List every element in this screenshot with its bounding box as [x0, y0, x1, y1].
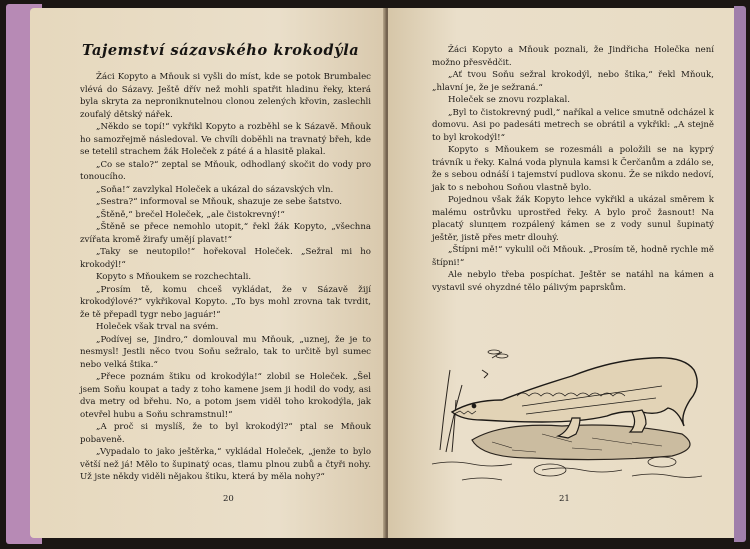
paragraph: „A proč si myslíš, že to byl krokodýl?“ ptal se Mňouk pobaveně. [80, 422, 371, 445]
paragraph: Holeček se znovu rozplakal. [448, 95, 570, 105]
left-page [30, 8, 385, 538]
chapter-title: Tajemství sázavského krokodýla [82, 42, 360, 59]
paragraph: „Sestra?“ informoval se Mňouk, shazuje ze sebe šatstvo. [96, 197, 342, 207]
paragraph: „Prosím tě, komu chceš vykládat, že v Sázavě žijí krokodýlové?“ vykřikoval Kopyto. „To bys mohl zrovna tak tvrdit, že tě přepadl tygr nebo jaguár!“ [80, 284, 371, 320]
paragraph: „Přece poznám štiku od krokodýla!“ zlobil se Holeček. „Šel jsem Soňu koupat a tady z toho kamene jsem ji hodil do vody, asi dva metry od břehu. No, a potom jsem viděl toho krokodýla, jak otevřel hubu a Soňu schramstnul!“ [80, 372, 371, 420]
crocodile-icon [452, 358, 697, 426]
right-page [388, 8, 734, 538]
paragraph: „Ať tvou Soňu sežral krokodýl, nebo štika,“ řekl Mňouk, „hlavní je, že je sežraná.“ [432, 70, 714, 93]
dragonfly-icon [488, 350, 508, 358]
left-page-text [80, 71, 371, 484]
paragraph: „Štěně se přece nemohlo utopit,“ řekl žák Kopyto, „všechna zvířata kromě žirafy umějí plavat!“ [80, 222, 371, 245]
paragraph: Kopyto s Mňoukem se rozesmáli a položili se na kyprý trávník u řeky. Kalná voda plynula kamsi k Čerčanům a zdálo se, že s sebou odnáší i tajemství pudlova skonu. Že se nikdo nedoví, jak to s nebohou Soňou vlastně bylo. [432, 145, 714, 193]
paragraph: „Vypadalo to jako ještěrka,“ vykládal Holeček, „jenže to bylo větší než já! Mělo to šupinatý ocas, tlamu plnou zubů a čtyři nohy. Už jste někdy viděli nějakou štiku, která by měla nohy?“ [80, 447, 371, 482]
paragraph: Pojednou však žák Kopyto lehce vykřikl a ukázal směrem k malému ostrůvku uprostřed řeky. A bylo proč žasnout! Na placatý slunцem rozpálený kámen se z vody sunul šupinatý ještěr, jistě přes metr dlouhý. [432, 195, 714, 243]
crocodile-illustration [422, 330, 712, 488]
page-number: 20 [223, 494, 234, 504]
paragraph: „Byl to čistokrevný pudl,“ naříkal a velice smutně odcházel k domovu. Asi po padesáti metrech se obrátil a vykřikl: „A stejně to byl krokodýl!“ [432, 107, 714, 143]
page-number: 21 [559, 494, 570, 504]
paragraph: Kopyto s Mňoukem se rozchechtali. [96, 272, 252, 282]
paragraph: „Taky se neutopilo!“ hořekoval Holeček. „Sežral mi ho krokodýl!“ [80, 247, 371, 270]
paragraph: „Podívej se, Jindro,“ domlouval mu Mňouk, „uznej, že je to nesmysl! Jestli něco tvou Soňu sežralo, tak to určitě byl sumec nebo velká štika.“ [80, 334, 371, 370]
paragraph: Holeček však trval na svém. [96, 322, 219, 332]
paragraph: „Soňa!“ zavzlykal Holeček a ukázal do sázavských vln. [96, 184, 334, 195]
paragraph: „Štěně,“ brečel Holeček, „ale čistokrevný!“ [96, 209, 285, 220]
paragraph: Žáci Kopyto a Mňouk si vyšli do míst, kde se potok Brumbalec vlévá do Sázavy. Ještě dřív než mohli spatřit hladinu řeky, která byla skryta za neproniknutelnou clonou zelených křovin, zaslechli zoufalý dětský nářek. [80, 72, 371, 120]
water-ripples-icon [432, 457, 702, 480]
book-cover-right [734, 6, 746, 542]
paragraph: „Co se stalo?“ zeptal se Mňouk, odhodlaný skočit do vody pro tonoucího. [80, 159, 371, 182]
paragraph: „Někdo se topí!“ vykřikl Kopyto a rozběhl se k Sázavě. Mňouk ho samozřejmě následoval. Ve chvíli doběhli na travnatý břeh, kde se tetelil strachem žák Holeček z páté á a hlasitě plakal. [80, 122, 371, 157]
rock-icon [472, 425, 690, 460]
paragraph: „Štípni mě!“ vykulil oči Mňouk. „Prosím tě, hodně rychle mě štípni!“ [432, 245, 714, 268]
paragraph: Ale nebylo třeba pospíchat. Ještěr se natáhl na kámen a vystavil své ohyzdné tělo pálivým paprskům. [432, 270, 714, 293]
right-page-text [432, 44, 714, 294]
paragraph: Žáci Kopyto a Mňouk poznali, že Jindřicha Holečka není možno přesvědčit. [432, 45, 714, 68]
